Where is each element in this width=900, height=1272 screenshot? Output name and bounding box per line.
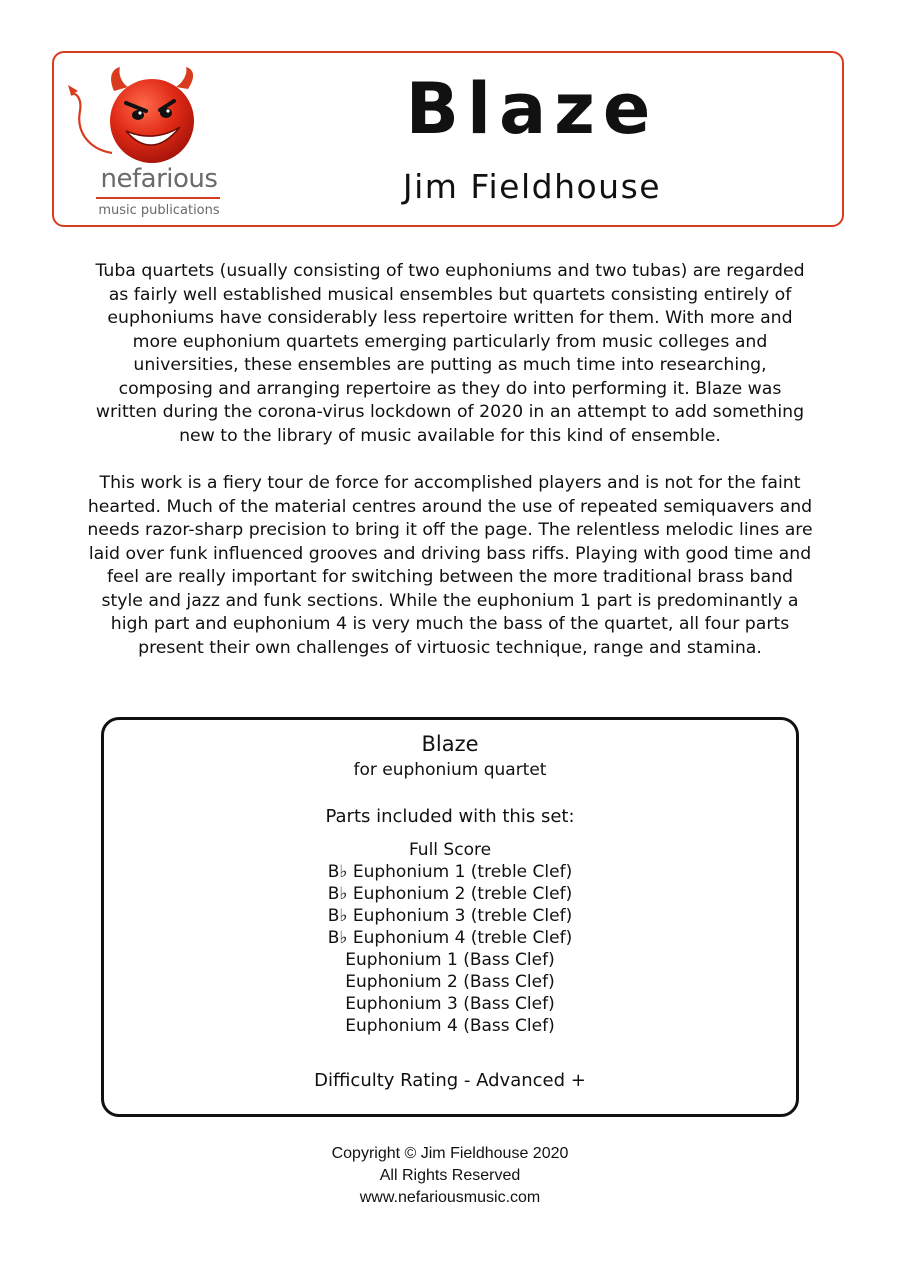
logo-subtitle: music publications xyxy=(98,203,220,218)
parts-list xyxy=(104,839,796,1037)
page-title: Blaze xyxy=(405,68,659,150)
devil-mascot-icon xyxy=(68,65,238,169)
nefarious-logo xyxy=(68,65,238,218)
part-item: B♭ Euphonium 2 (treble Clef) xyxy=(327,884,573,904)
part-item: Euphonium 3 (Bass Clef) xyxy=(345,994,555,1014)
part-item: Euphonium 4 (Bass Clef) xyxy=(345,1016,555,1036)
parts-info-box xyxy=(101,717,799,1117)
part-item: Euphonium 1 (Bass Clef) xyxy=(345,950,555,970)
part-item: B♭ Euphonium 3 (treble Clef) xyxy=(327,906,573,926)
info-title: Blaze xyxy=(421,732,479,756)
part-item: Euphonium 2 (Bass Clef) xyxy=(345,972,555,992)
header-box xyxy=(52,51,844,227)
difficulty-rating: Difficulty Rating - Advanced + xyxy=(314,1070,586,1091)
copyright-notice: Copyright © Jim Fieldhouse 2020 xyxy=(331,1145,569,1162)
parts-heading: Parts included with this set: xyxy=(325,806,575,827)
description-paragraph-2: This work is a fiery tour de force for accomplished players and is not for the faint hearted. Much of the material centres around the use of repeated semiquavers and needs razor-sharp precision to bring it off the page. The relentless melodic lines are laid over funk influenced grooves and driving bass riffs. Playing with good time and feel are really important for switching between the more traditional brass band style and jazz and funk sections. While the euphonium 1 part is predominantly a high part and euphonium 4 is very much the bass of the quartet, all four parts present their own challenges of virtuosic technique, range and stamina. xyxy=(87,473,813,658)
logo-wordmark: nefarious xyxy=(100,164,218,194)
info-subtitle: for euphonium quartet xyxy=(353,760,547,780)
website-link[interactable]: www.nefariousmusic.com xyxy=(359,1189,541,1206)
part-item: Full Score xyxy=(408,840,492,860)
rights-notice: All Rights Reserved xyxy=(379,1167,521,1184)
description-paragraph-1: Tuba quartets (usually consisting of two euphoniums and two tubas) are regarded as fairly well established musical ensembles but quartets consisting entirely of euphoniums have considerably less repertoire written for them. With more and more euphonium quartets emerging particularly from music colleges and universities, these ensembles are putting as much time into researching, composing and arranging repertoire as they do into performing it. Blaze was written during the corona-virus lockdown of 2020 in an attempt to add something new to the library of music available for this kind of ensemble. xyxy=(95,261,805,446)
composer-name: Jim Fieldhouse xyxy=(402,167,662,206)
logo-underline xyxy=(96,197,220,199)
part-item: B♭ Euphonium 1 (treble Clef) xyxy=(327,862,573,882)
part-item: B♭ Euphonium 4 (treble Clef) xyxy=(327,928,573,948)
